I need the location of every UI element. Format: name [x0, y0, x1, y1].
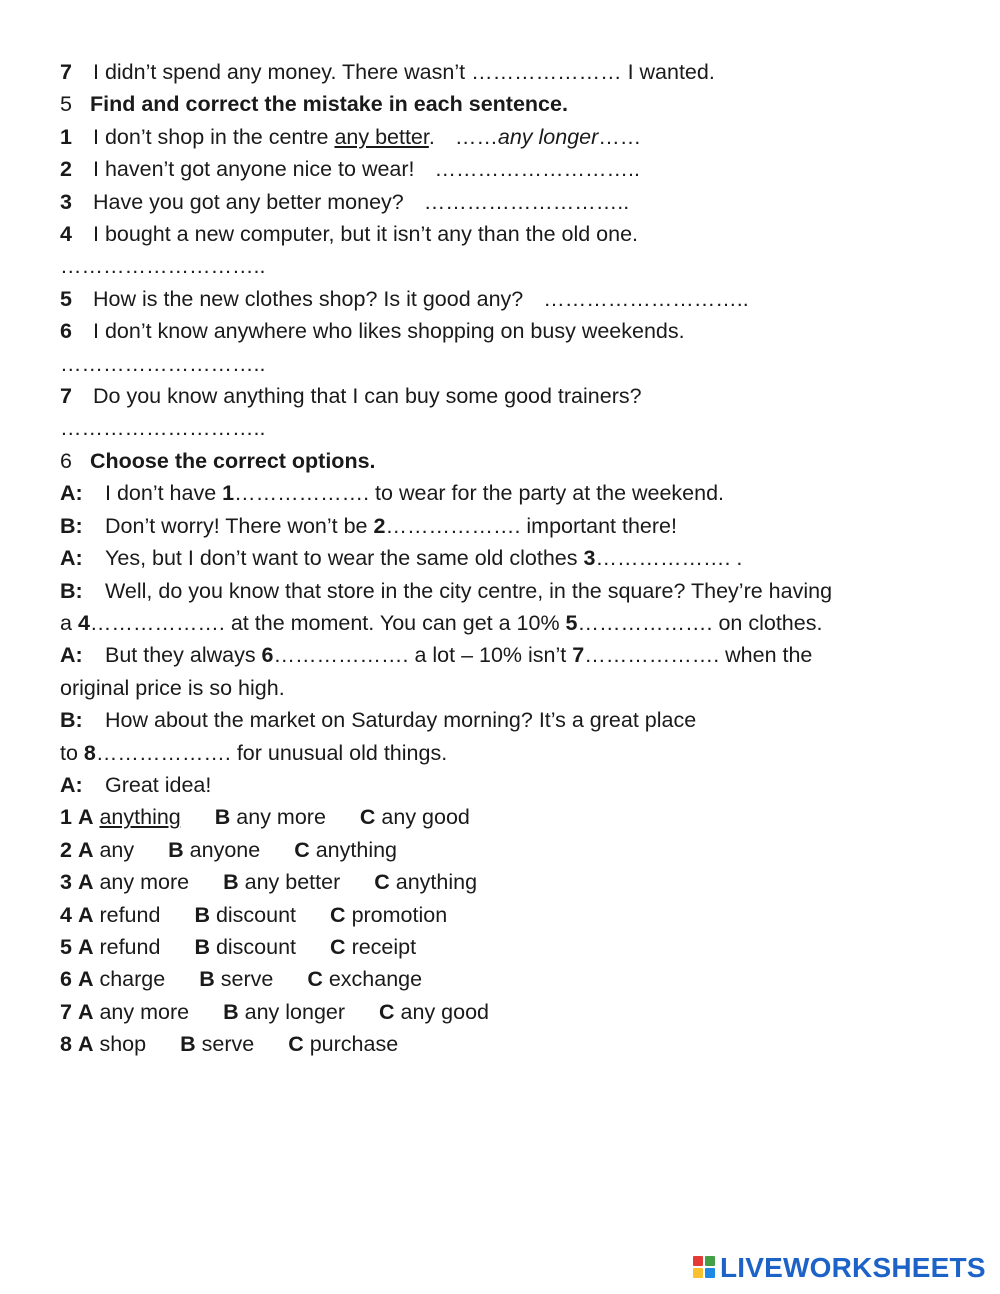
dialogue-line: to 8………………. for unusual old things. [60, 740, 448, 765]
dialogue-line: a 4………………. at the moment. You can get a 10% 5………………. on clothes. [60, 610, 823, 635]
option-b[interactable]: B serve [180, 1032, 255, 1057]
option-b[interactable]: B any longer [223, 999, 346, 1024]
option-c[interactable]: C purchase [288, 1032, 399, 1057]
dialogue-line: A: But they always 6………………. a lot – 10% isn’t 7………………. when the [60, 643, 813, 668]
answer-field[interactable]: ……any longer…… [454, 124, 642, 149]
option-row-7: 7 A any more B any longer C any good [60, 996, 950, 1028]
answer-blank[interactable]: ……………………….. [60, 254, 266, 279]
option-row-3: 3 A any more B any better C anything [60, 866, 950, 898]
answer-blank[interactable]: ……………………….. [423, 189, 630, 214]
option-row-6: 6 A charge B serve C exchange [60, 963, 950, 995]
s5-item-3: 3 Have you got any better money? ……………………….. [60, 189, 630, 214]
option-c[interactable]: C anything [294, 837, 398, 862]
dialogue-line: original price is so high. [60, 675, 285, 700]
option-b[interactable]: B any better [223, 870, 341, 895]
logo-mark-icon [693, 1256, 717, 1280]
section-6-title: Choose the correct options. [90, 448, 376, 473]
dialogue-line: A: I don’t have 1………………. to wear for the party at the weekend. [60, 481, 725, 506]
dialogue-line: B: Well, do you know that store in the city centre, in the square? They’re having [60, 578, 833, 603]
option-row-1: 1 A anything B any more C any good [60, 801, 950, 833]
liveworksheets-logo[interactable] [693, 1252, 986, 1284]
option-row-2: 2 A any B anyone C anything [60, 834, 950, 866]
s5-item-7: 7 Do you know anything that I can buy some good trainers? [60, 384, 642, 409]
dialogue-line: B: Don’t worry! There won’t be 2………………. important there! [60, 513, 677, 538]
answer-blank[interactable]: ……………………….. [60, 416, 266, 441]
option-a[interactable]: A charge [77, 967, 166, 992]
s5-item-4-blank [60, 250, 950, 282]
answer-blank[interactable]: ……………………….. [60, 351, 266, 376]
option-row-5: 5 A refund B discount C receipt [60, 931, 950, 963]
option-row-4: 4 A refund B discount C promotion [60, 899, 950, 931]
option-a[interactable]: A any more [77, 870, 190, 895]
answer-blank[interactable]: ……………………….. [434, 157, 640, 182]
option-a[interactable]: A any [77, 837, 135, 862]
logo-text: LIVEWORKSHEETS [720, 1252, 986, 1283]
section-6-heading: 6 Choose the correct options. [60, 448, 376, 473]
option-a[interactable]: A anything [77, 805, 181, 830]
dialogue-line: A: Great idea! [60, 772, 212, 797]
option-a[interactable]: A refund [77, 934, 161, 959]
option-c[interactable]: C promotion [330, 902, 448, 927]
option-c[interactable]: C any good [379, 999, 489, 1024]
option-b[interactable]: B any more [214, 805, 326, 830]
option-b[interactable]: B discount [194, 934, 297, 959]
worksheet [60, 56, 950, 1061]
option-b[interactable]: B anyone [168, 837, 261, 862]
option-b[interactable]: B serve [199, 967, 274, 992]
option-c[interactable]: C anything [374, 870, 478, 895]
option-row-8: 8 A shop B serve C purchase [60, 1028, 950, 1060]
option-c[interactable]: C any good [359, 805, 470, 830]
s5-item-7-blank [60, 412, 950, 444]
answer-blank[interactable]: ……………………….. [543, 286, 749, 311]
option-a[interactable]: A refund [77, 902, 161, 927]
dialogue-line: B: How about the market on Saturday morning? It’s a great place [60, 708, 697, 733]
option-a[interactable]: A any more [77, 999, 190, 1024]
s5-item-1: 1 I don’t shop in the centre any better. ……any longer…… [60, 124, 642, 149]
dialogue-line: A: Yes, but I don’t want to wear the same old clothes 3………………. . [60, 546, 743, 571]
s5-item-4: 4 I bought a new computer, but it isn’t any than the old one. [60, 222, 639, 247]
option-c[interactable]: C receipt [330, 934, 417, 959]
s5-item-6-blank [60, 348, 950, 380]
option-b[interactable]: B discount [194, 902, 297, 927]
option-c[interactable]: C exchange [307, 967, 423, 992]
s5-item-5: 5 How is the new clothes shop? Is it good any? ……………………….. [60, 286, 749, 311]
answer-blank[interactable]: ………………… [471, 60, 622, 84]
s5-item-6: 6 I don’t know anywhere who likes shopping on busy weekends. [60, 319, 685, 344]
s5-item-2: 2 I haven’t got anyone nice to wear! ……………………….. [60, 157, 640, 182]
section-5-title: Find and correct the mistake in each sentence. [90, 92, 568, 117]
top-line: 7 I didn’t spend any money. There wasn’t ………………… I wanted. [60, 60, 715, 84]
option-a[interactable]: A shop [77, 1032, 147, 1057]
section-5-heading: 5 Find and correct the mistake in each sentence. [60, 92, 568, 117]
